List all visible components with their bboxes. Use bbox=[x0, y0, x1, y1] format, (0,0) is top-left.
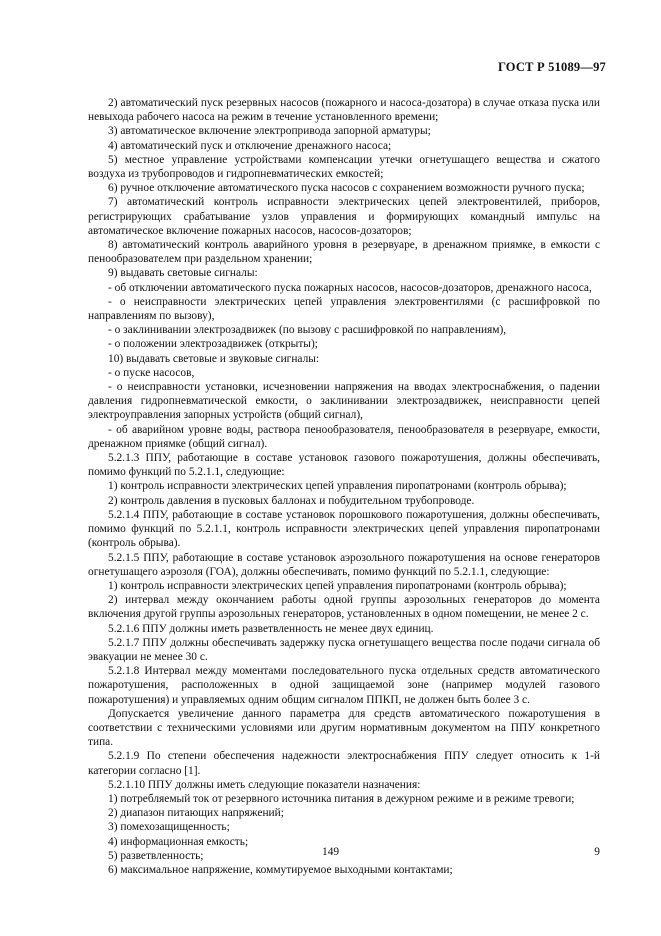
paragraph: - о положении электрозадвижек (открыты); bbox=[108, 338, 318, 351]
paragraph: 5) разветвленность; bbox=[108, 849, 204, 862]
paragraph: 5.2.1.5 ППУ, работающие в составе установок аэрозольного пожаротушения на основе генераторов огнетушащего аэрозоля (ГОА), должны обеспечивать, помимо функций по 5.2.1.1, следующие: bbox=[88, 551, 600, 578]
paragraph: - об аварийном уровне воды, раствора пенообразователя, пенообразователя в резервуаре, емкости, дренажном приямке (общий сигнал). bbox=[88, 423, 600, 450]
page-number: 149 bbox=[322, 846, 340, 858]
paragraph: 4) автоматический пуск и отключение дренажного насоса; bbox=[108, 139, 392, 152]
sheet-number: 9 bbox=[594, 846, 600, 858]
paragraph: 1) потребляемый ток от резервного источника питания в дежурном режиме и в режиме тревоги; bbox=[108, 792, 575, 805]
paragraph: - о пуске насосов, bbox=[108, 366, 195, 379]
paragraph: 2) контроль давления в пусковых баллонах и побудительном трубопроводе. bbox=[108, 494, 475, 507]
paragraph: 6) максимальное напряжение, коммутируемое выходными контактами; bbox=[108, 863, 453, 876]
paragraph: Допускается увеличение данного параметра для средств автоматического пожаротушения в соответствии с техническими условиями или другим нормативным документом на ППУ конкретного типа. bbox=[88, 707, 600, 749]
paragraph: 5.2.1.9 По степени обеспечения надежности электроснабжения ППУ следует относить к 1-й категории согласно [1]. bbox=[88, 750, 600, 777]
paragraph: 5.2.1.8 Интервал между моментами последовательного пуска отдельных средств автоматического пожаротушения, расположенных в одной защищаемой зоне (например модулей газового пожаротушения) и управляемых одним общим сигналом ППКП, не должен быть более 3 с. bbox=[88, 665, 600, 706]
paragraph: 9) выдавать световые сигналы: bbox=[108, 267, 258, 280]
paragraph: - об отключении автоматического пуска пожарных насосов, насосов-дозаторов, дренажного насоса, bbox=[108, 281, 592, 294]
paragraph: 2) автоматический пуск резервных насосов (пожарного и насоса-дозатора) в случае отказа пуска или невыхода рабочего насоса на режим в течение установленного времени; bbox=[88, 97, 600, 124]
paragraph: 5.2.1.3 ППУ, работающие в составе установок газового пожаротушения, должны обеспечивать, помимо функций по 5.2.1.1, следующие: bbox=[88, 452, 600, 479]
paragraph: 1) контроль исправности электрических цепей управления пиропатронами (контроль обрыва); bbox=[108, 480, 567, 493]
paragraph: 5.2.1.10 ППУ должны иметь следующие показатели назначения: bbox=[108, 778, 421, 791]
paragraph: - о неисправности установки, исчезновении напряжения на вводах электроснабжения, о падении давления гидропневматической емкости, о заклинивании электрозадвижек, неисправности цепей электроуправления запорных устройств (общий сигнал), bbox=[88, 381, 600, 422]
paragraph: 5.2.1.4 ППУ, работающие в составе установок порошкового пожаротушения, должны обеспечивать, помимо функций по 5.2.1.1, контроль исправности электрических цепей управления пиропатронами (контроль обрыва). bbox=[88, 508, 600, 550]
paragraph: 6) ручное отключение автоматического пуска насосов с сохранением возможности ручного пуска; bbox=[108, 182, 585, 195]
standard-header: ГОСТ Р 51089—97 bbox=[497, 60, 606, 74]
paragraph: 5.2.1.7 ППУ должны обеспечивать задержку пуска огнетушащего вещества после подачи сигнала об эвакуации не менее 30 с. bbox=[88, 636, 600, 663]
paragraph: 2) диапазон питающих напряжений; bbox=[108, 807, 284, 820]
paragraph: 2) интервал между окончанием работы одной группы аэрозольных генераторов до момента включения другой группы аэрозольных генераторов, установленных в одном помещении, не менее 2 с. bbox=[88, 594, 600, 621]
paragraph: 7) автоматический контроль исправности электрических цепей электровентилей, приборов, регистрирующих срабатывание узлов управления и формирующих командный импульс на автоматическое включение пожарных насосов, насосов-дозаторов; bbox=[88, 196, 600, 237]
paragraph: 8) автоматический контроль аварийного уровня в резервуаре, в дренажном приямке, в емкости с пенообразователем при раздельном хранении; bbox=[88, 239, 600, 266]
document-body bbox=[88, 96, 600, 877]
paragraph: - о заклинивании электрозадвижек (по вызову с расшифровкой по направлениям), bbox=[108, 324, 507, 337]
paragraph: 1) контроль исправности электрических цепей управления пиропатронами (контроль обрыва); bbox=[108, 579, 567, 592]
paragraph: 3) автоматическое включение электропривода запорной арматуры; bbox=[108, 125, 431, 138]
paragraph: 5.2.1.6 ППУ должны иметь разветвленность не менее двух единиц. bbox=[108, 622, 434, 635]
paragraph: 3) помехозащищенность; bbox=[108, 821, 230, 834]
paragraph: - о неисправности электрических цепей управления электровентилями (с расшифровкой по направлениям по вызову), bbox=[88, 295, 600, 323]
paragraph: 4) информационная емкость; bbox=[108, 835, 249, 848]
paragraph: 10) выдавать световые и звуковые сигналы: bbox=[108, 352, 320, 365]
paragraph: 5) местное управление устройствами компенсации утечки огнетушащего вещества и сжатого воздуха из трубопроводов и гидропневматических емкостей; bbox=[88, 153, 600, 181]
